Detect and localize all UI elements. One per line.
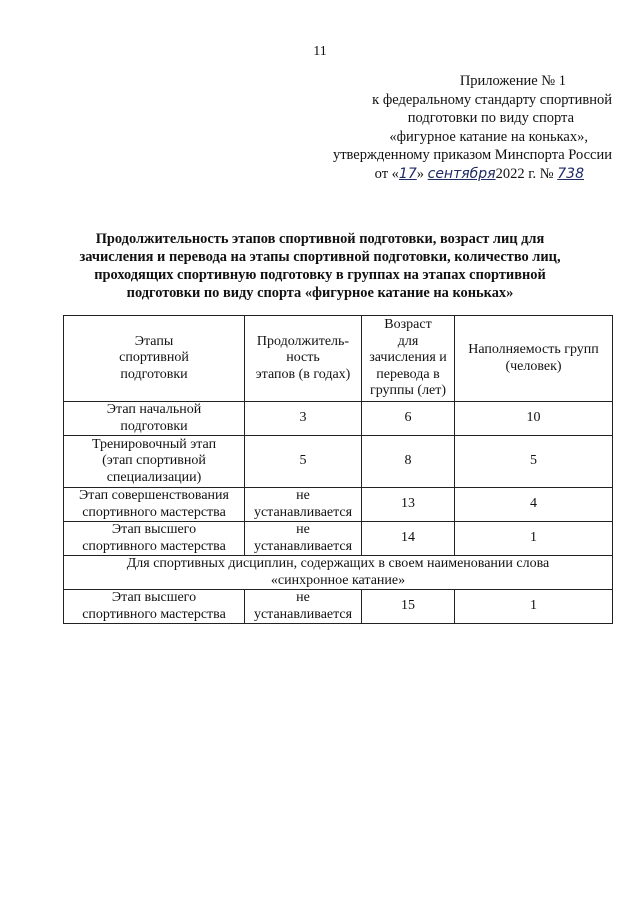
header-duration: Продолжитель- ность этапов (в годах) <box>245 316 362 402</box>
handwritten-day: 17 <box>398 165 417 182</box>
age-cell: 6 <box>362 402 455 436</box>
group-size-cell: 4 <box>455 488 613 522</box>
duration-cell: 5 <box>245 436 362 488</box>
table-section-row <box>64 556 613 590</box>
appendix-line: подготовки по виду спорта <box>407 110 574 127</box>
table-header-row <box>64 316 613 402</box>
stage-cell: Этап совершенствования спортивного мастерства <box>64 488 245 522</box>
page-number: 11 <box>313 44 327 59</box>
date-prefix: от « <box>374 165 399 182</box>
group-size-cell: 1 <box>455 590 613 624</box>
age-cell: 13 <box>362 488 455 522</box>
handwritten-month: сентября <box>427 165 496 182</box>
duration-cell: не устанавливается <box>245 522 362 556</box>
table-row <box>64 522 613 556</box>
header-group-size: Наполняемость групп (человек) <box>455 316 613 402</box>
section-heading-cell: Для спортивных дисциплин, содержащих в своем наименовании слова «синхронное катание» <box>64 556 613 590</box>
header-age: Возраст для зачисления и перевода в группы (лет) <box>362 316 455 402</box>
appendix-line: к федеральному стандарту спортивной <box>372 91 612 108</box>
stage-cell: Этап высшего спортивного мастерства <box>64 590 245 624</box>
table-row <box>64 488 613 522</box>
duration-cell: не устанавливается <box>245 488 362 522</box>
duration-cell: 3 <box>245 402 362 436</box>
header-stages: Этапы спортивной подготовки <box>64 316 245 402</box>
appendix-line: утвержденному приказом Минспорта России <box>332 147 612 164</box>
stage-cell: Этап начальной подготовки <box>64 402 245 436</box>
group-size-cell: 5 <box>455 436 613 488</box>
order-date-line <box>312 165 584 184</box>
year-text: 2022 г. № <box>495 165 554 182</box>
table-row <box>64 402 613 436</box>
date-mid: » <box>416 165 424 182</box>
stage-cell: Этап высшего спортивного мастерства <box>64 522 245 556</box>
stage-cell: Тренировочный этап (этап спортивной специализации) <box>64 436 245 488</box>
age-cell: 14 <box>362 522 455 556</box>
appendix-line: «фигурное катание на коньках», <box>389 128 588 145</box>
age-cell: 8 <box>362 436 455 488</box>
stages-table <box>63 315 613 624</box>
group-size-cell: 1 <box>455 522 613 556</box>
document-title: Продолжительность этапов спортивной подготовки, возраст лиц для зачисления и перевода на этапы спортивной подготовки, количество лиц, проходящих спортивную подготовку в группах на этапах спортивной подготовки по виду спорта «фигурное катание на коньках» <box>79 231 561 301</box>
table-row <box>64 590 613 624</box>
appendix-block <box>312 72 612 184</box>
appendix-title: Приложение № 1 <box>459 73 566 89</box>
group-size-cell: 10 <box>455 402 613 436</box>
age-cell: 15 <box>362 590 455 624</box>
table-row <box>64 436 613 488</box>
duration-cell: не устанавливается <box>245 590 362 624</box>
handwritten-order-number: 738 <box>557 165 584 182</box>
